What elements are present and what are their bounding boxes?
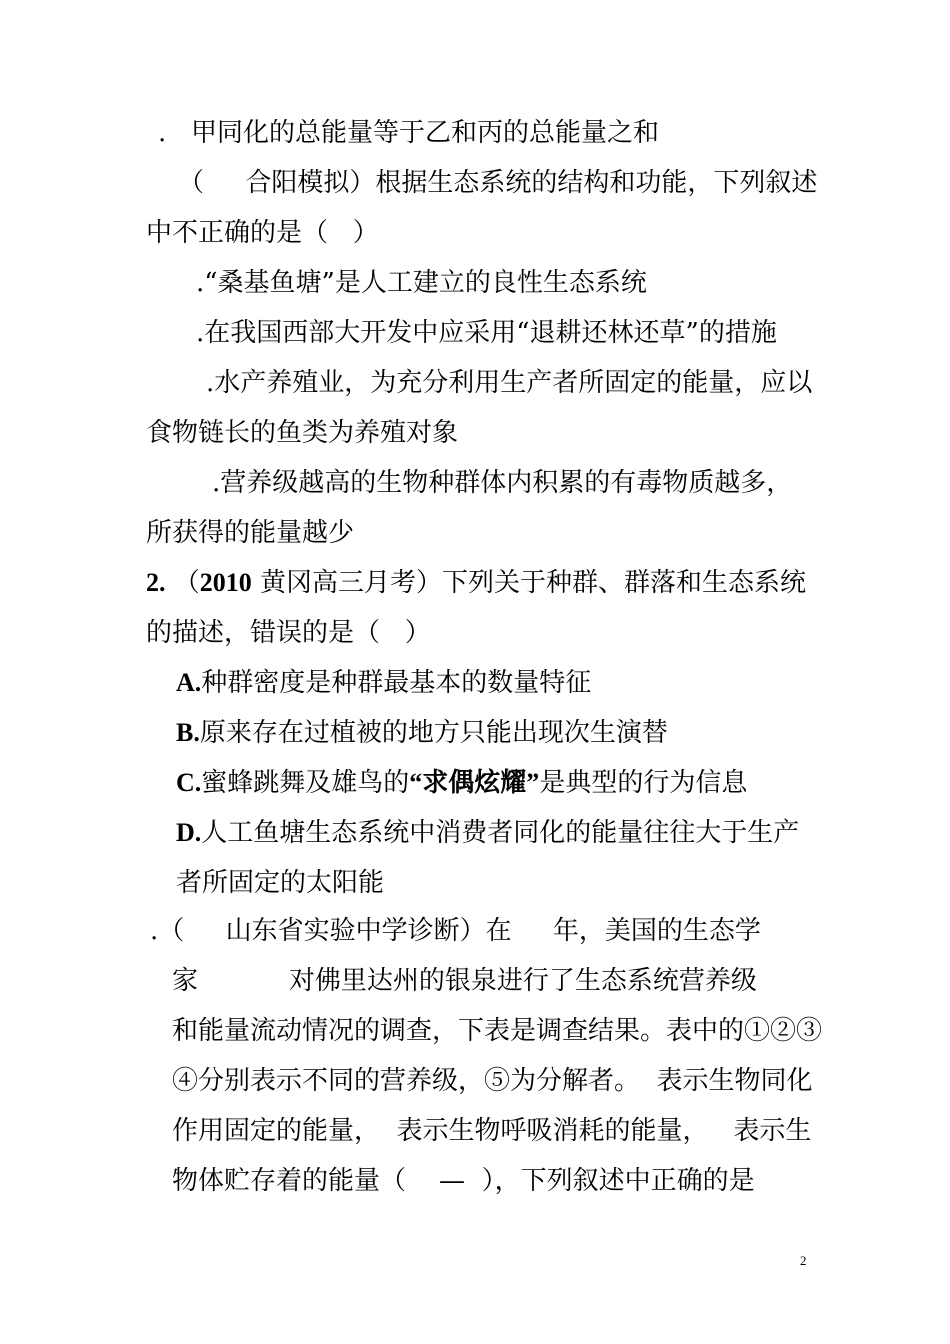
page-number: 2 [800,1253,807,1268]
question-line: 物体贮存着的能量（ — ），下列叙述中正确的是 [172,1166,755,1196]
option-line: 所获得的能量越少 [146,518,355,548]
option-line: . 甲同化的总能量等于乙和丙的总能量之和 [158,118,660,148]
option-line: 者所固定的太阳能 [176,868,385,898]
option-c: C.蜜蜂跳舞及雄鸟的“求偶炫耀”是典型的行为信息 [176,768,748,798]
question-line: （ 合阳模拟）根据生态系统的结构和功能，下列叙述 [178,168,818,198]
question-line: 家 对佛里达州的银泉进行了生态系统营养级 [172,966,757,996]
option-line: .水产养殖业，为充分利用生产者所固定的能量，应以 [206,368,813,398]
question-line: 和能量流动情况的调查，下表是调查结果。表中的①②③ [172,1016,823,1046]
option-b: B.原来存在过植被的地方只能出现次生演替 [176,718,668,748]
option-d: D.人工鱼塘生态系统中消费者同化的能量往往大于生产 [176,818,800,848]
question-line: 作用固定的能量， 表示生物呼吸消耗的能量， 表示生 [172,1116,812,1146]
option-line: .“桑基鱼塘”是人工建立的良性生态系统 [196,268,647,298]
question-line: 的描述，错误的是（ ） [146,618,431,648]
option-line: .营养级越高的生物种群体内积累的有毒物质越多， [212,468,793,498]
question-number: 2. [146,568,166,597]
question-line: 中不正确的是（ ） [146,218,379,248]
option-line: 食物链长的鱼类为养殖对象 [146,418,459,448]
question-year: 2010 [199,568,252,597]
question-2-line: 2. （2010 黄冈高三月考）下列关于种群、群落和生态系统 [146,568,807,598]
question-line: .（ 山东省实验中学诊断）在 年，美国的生态学 [150,916,761,946]
option-a: A.种群密度是种群最基本的数量特征 [176,668,592,698]
question-line: ④分别表示不同的营养级，⑤为分解者。 表示生物同化 [172,1066,813,1096]
option-line: .在我国西部大开发中应采用“退耕还林还草”的措施 [196,318,777,348]
